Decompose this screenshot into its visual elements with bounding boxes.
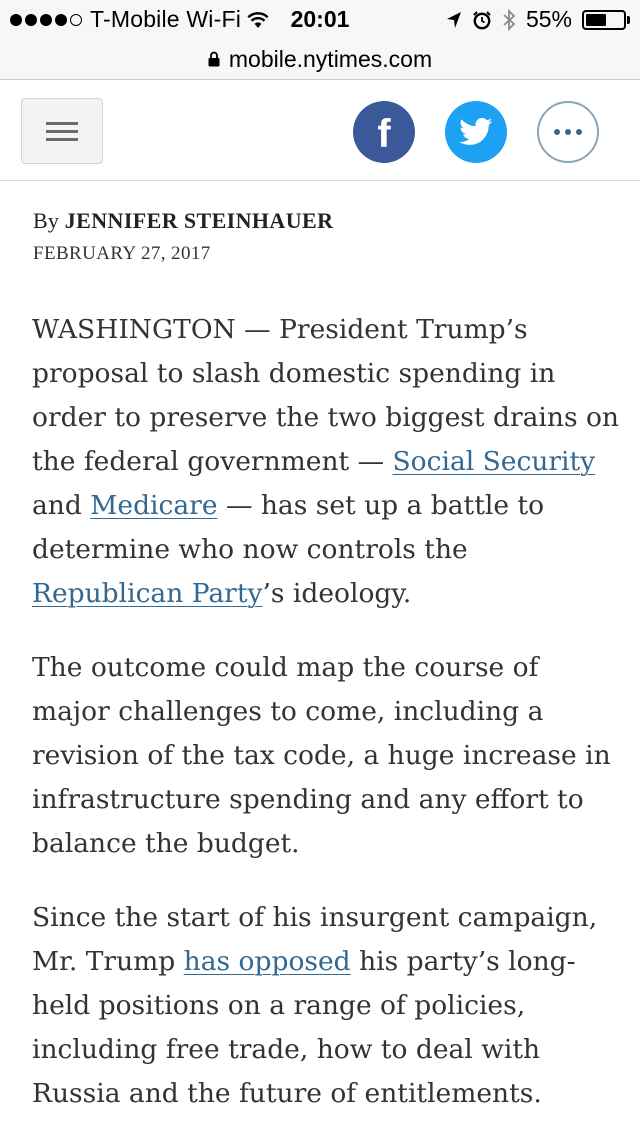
hamburger-icon-line [46,130,78,133]
paragraph-text: ’s ideology. [262,578,412,609]
article-paragraph [32,896,622,1116]
link-has-opposed[interactable]: has opposed [183,946,351,977]
paragraph-text: and [32,490,91,521]
more-share-options-button[interactable] [537,101,599,163]
status-right [446,6,630,33]
more-dot [565,129,571,135]
battery-icon [582,10,630,30]
more-dot [576,129,582,135]
paragraph-text: — has set up a battle to determine who now controls the [32,490,545,565]
twitter-icon [459,118,493,146]
more-icon [554,129,582,135]
link-social-security[interactable]: Social Security [392,446,596,477]
battery-tip [627,16,630,24]
byline [33,208,333,234]
paragraph-text: WASHINGTON — President Trump’s proposal to slash domestic spending in order to preserve the two biggest drains on the federal government — [32,314,619,477]
lock-icon [208,51,220,67]
byline-prefix: By [33,208,60,233]
site-header [0,81,640,181]
menu-button[interactable] [21,98,103,164]
more-dot [554,129,560,135]
paragraph-text: his party’s long-held positions on a range of policies, including free trade, how to deal with Russia and the future of entitlements. [32,946,576,1109]
url-text: mobile.nytimes.com [228,46,433,72]
location-arrow-icon [446,11,462,29]
facebook-share-button[interactable] [353,101,415,163]
publish-date: FEBRUARY 27, 2017 [33,243,211,264]
status-bar [0,0,640,40]
address-bar[interactable] [0,40,640,80]
author-name[interactable]: JENNIFER STEINHAUER [64,208,334,233]
hamburger-icon [46,122,78,125]
battery-body [582,10,626,30]
article-paragraph [32,308,622,616]
paragraph-text: Since the start of his insurgent campaign, Mr. Trump [32,902,598,977]
bluetooth-icon [502,9,516,31]
link-republican-party[interactable]: Republican Party [32,578,263,609]
article-paragraph: The outcome could map the course of major challenges to come, including a revision of the tax code, a huge increase in infrastructure spending and any effort to balance the budget. [32,652,611,859]
battery-percentage: 55% [525,6,572,32]
battery-fill [586,14,606,26]
facebook-icon: f [377,112,391,156]
article-body [32,308,622,1136]
link-medicare[interactable]: Medicare [90,490,218,521]
alarm-icon [472,10,492,30]
carrier-name: T-Mobile Wi-Fi [90,6,242,32]
twitter-share-button[interactable] [445,101,507,163]
hamburger-icon-line [46,138,78,141]
clock: 20:01 [290,6,350,32]
